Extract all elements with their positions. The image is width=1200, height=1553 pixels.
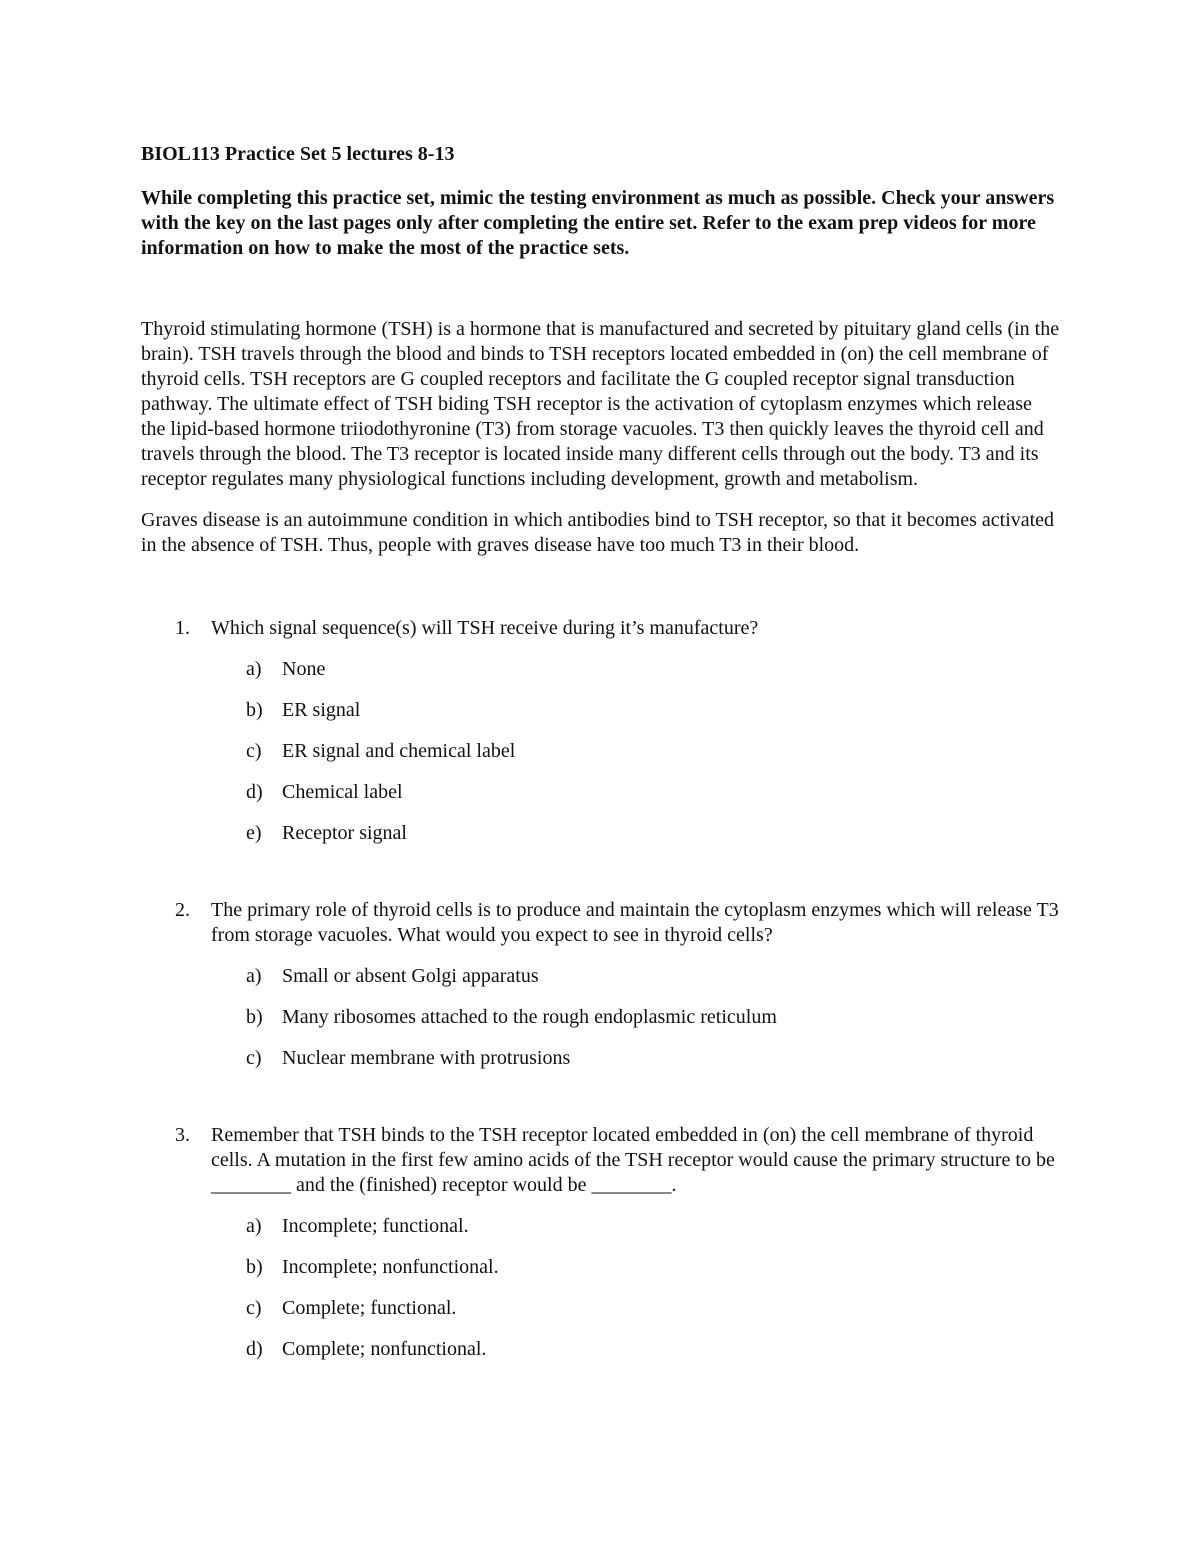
option-text: None (282, 658, 326, 680)
option-text: Complete; nonfunctional. (282, 1338, 487, 1360)
option-letter: b) (246, 1256, 263, 1278)
question-text: Remember that TSH binds to the TSH receptor located embedded in (on) the cell membrane of thyroid cells. A mutation in the first few amino acids of the TSH receptor would cause the primary structure to be ________ and the (finished) receptor would be ________. (211, 1124, 1055, 1196)
option-text: Nuclear membrane with protrusions (282, 1047, 571, 1069)
option-text: ER signal and chemical label (282, 740, 516, 762)
option-text: Small or absent Golgi apparatus (282, 965, 539, 987)
passage-paragraph-graves: Graves disease is an autoimmune condition in which antibodies bind to TSH receptor, so that it becomes activated in the absence of TSH. Thus, people with graves disease have too much T3 in their blood. (141, 509, 1055, 556)
question-text: The primary role of thyroid cells is to produce and maintain the cytoplasm enzymes which will release T3 from storage vacuoles. What would you expect to see in thyroid cells? (211, 899, 1059, 946)
option-letter: a) (246, 965, 262, 987)
answer-options (211, 657, 1061, 846)
option-letter: d) (246, 781, 263, 803)
question-number: 3. (175, 1124, 190, 1146)
answer-option (211, 821, 1061, 846)
option-text: Many ribosomes attached to the rough endoplasmic reticulum (282, 1006, 777, 1028)
option-letter: b) (246, 699, 263, 721)
answer-option (211, 1337, 1061, 1362)
answer-option (211, 1214, 1061, 1239)
document-body (141, 142, 1061, 1362)
answer-option (211, 1296, 1061, 1321)
option-text: Chemical label (282, 781, 403, 803)
answer-option (211, 1005, 1061, 1030)
question-text: Which signal sequence(s) will TSH receive during it’s manufacture? (211, 617, 759, 639)
option-letter: a) (246, 658, 262, 680)
question-2 (141, 898, 1061, 1071)
option-letter: c) (246, 740, 262, 762)
answer-option (211, 739, 1061, 764)
option-text: Receptor signal (282, 822, 407, 844)
answer-option (211, 657, 1061, 682)
option-letter: e) (246, 822, 262, 844)
answer-option (211, 1255, 1061, 1280)
option-letter: a) (246, 1215, 262, 1237)
question-number: 2. (175, 899, 190, 921)
option-text: ER signal (282, 699, 361, 721)
option-letter: c) (246, 1047, 262, 1069)
document-title: BIOL113 Practice Set 5 lectures 8-13 (141, 143, 455, 165)
option-text: Incomplete; nonfunctional. (282, 1256, 499, 1278)
answer-option (211, 780, 1061, 805)
answer-option (211, 1046, 1061, 1071)
option-text: Complete; functional. (282, 1297, 457, 1319)
option-letter: d) (246, 1338, 263, 1360)
answer-option (211, 698, 1061, 723)
question-1 (141, 616, 1061, 846)
passage-paragraph-tsh: Thyroid stimulating hormone (TSH) is a hormone that is manufactured and secreted by pituitary gland cells (in the brain). TSH travels through the blood and binds to TSH receptors located embedded in (on) the cell membrane of thyroid cells. TSH receptors are G coupled receptors and facilitate the G coupled receptor signal transduction pathway. The ultimate effect of TSH biding TSH receptor is the activation of cytoplasm enzymes which release the lipid-based hormone triiodothyronine (T3) from storage vacuoles. T3 then quickly leaves the thyroid cell and travels through the blood. The T3 receptor is located inside many different cells through out the body. T3 and its receptor regulates many physiological functions including development, growth and metabolism. (141, 318, 1060, 490)
answer-options (211, 1214, 1061, 1362)
question-number: 1. (175, 617, 190, 639)
answer-option (211, 964, 1061, 989)
option-letter: c) (246, 1297, 262, 1319)
question-3 (141, 1123, 1061, 1362)
answer-options (211, 964, 1061, 1071)
instructions-text: While completing this practice set, mimic the testing environment as much as possible. Check your answers with the key on the last pages only after completing the entire set. Refer to the exam prep videos for more information on how to make the most of the practice sets. (141, 187, 1055, 259)
option-text: Incomplete; functional. (282, 1215, 469, 1237)
option-letter: b) (246, 1006, 263, 1028)
